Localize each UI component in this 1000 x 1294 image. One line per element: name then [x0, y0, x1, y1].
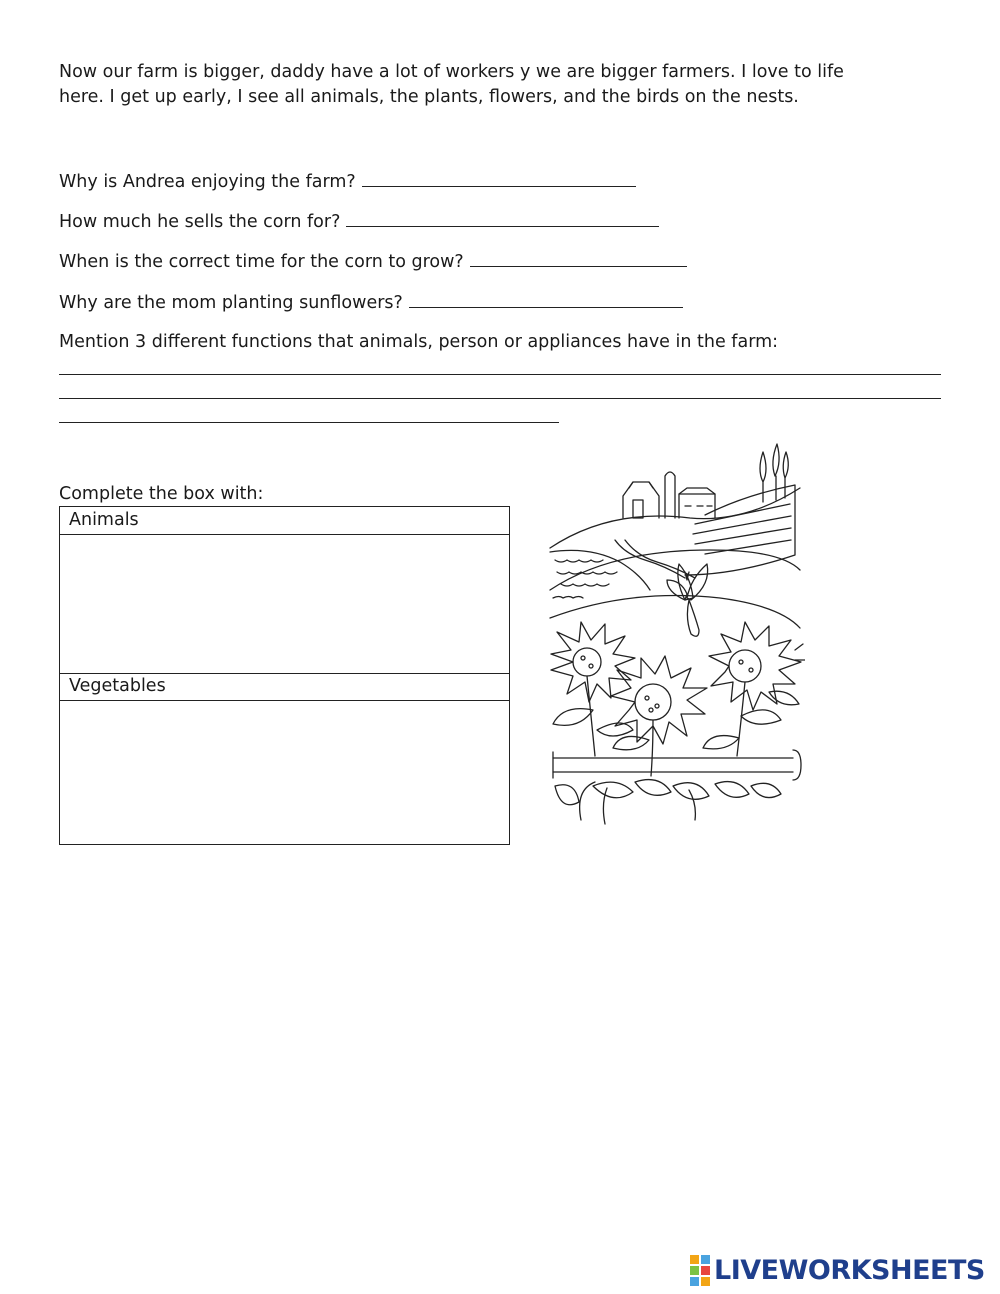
vegetables-header: [60, 673, 509, 701]
question-4-text: Why are the mom planting sunflowers?: [59, 293, 403, 313]
question-3: [59, 250, 687, 273]
intro-paragraph: [59, 60, 939, 110]
vegetables-answer-area[interactable]: [60, 701, 509, 844]
question-1-text: Why is Andrea enjoying the farm?: [59, 172, 356, 192]
answer-line-5c[interactable]: [59, 422, 559, 423]
answer-blank-1[interactable]: [362, 170, 636, 187]
question-1: [59, 170, 636, 193]
answer-blank-3[interactable]: [470, 250, 687, 267]
question-5-text: Mention 3 different functions that animals, person or appliances have in the farm:: [59, 332, 779, 352]
liveworksheets-logo: [690, 1253, 985, 1287]
vegetables-label: Vegetables: [69, 676, 166, 696]
animals-answer-area[interactable]: [60, 535, 509, 673]
question-4: [59, 291, 683, 314]
logo-mark-icon: [690, 1255, 710, 1286]
question-2: [59, 210, 659, 233]
answer-line-5a[interactable]: [59, 374, 941, 375]
question-3-text: When is the correct time for the corn to grow?: [59, 252, 464, 272]
animals-header: [60, 507, 509, 535]
question-5: [59, 331, 778, 353]
answer-blank-4[interactable]: [409, 291, 683, 308]
animals-label: Animals: [69, 510, 139, 530]
logo-text: LIVEWORKSHEETS: [714, 1254, 985, 1286]
intro-line-2: here. I get up early, I see all animals, the plants, flowers, and the birds on the nests.: [59, 87, 799, 107]
intro-line-1: Now our farm is bigger, daddy have a lot of workers y we are bigger farmers. I love to life: [59, 62, 844, 82]
farm-sunflowers-illustration: [545, 440, 805, 830]
complete-box: [59, 506, 510, 845]
answer-blank-2[interactable]: [346, 210, 659, 227]
box-title: Complete the box with:: [59, 484, 264, 504]
answer-line-5b[interactable]: [59, 398, 941, 399]
question-2-text: How much he sells the corn for?: [59, 212, 341, 232]
